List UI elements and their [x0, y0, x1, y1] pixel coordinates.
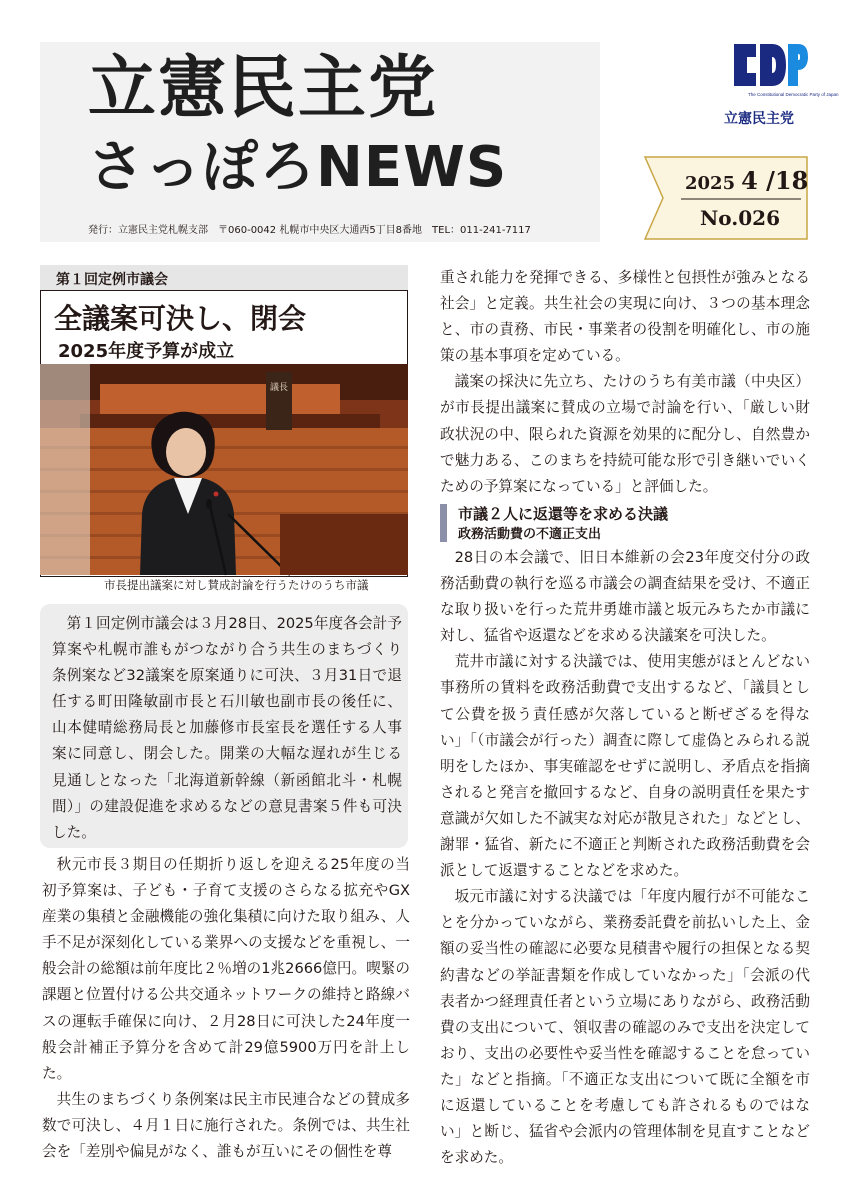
section-marker [440, 504, 447, 542]
publisher-info: 発行：立憲民主党札幌支部 〒060-0042 札幌市中央区大通西5丁目8番地 TEL：011-241-7117 [88, 225, 531, 236]
article-headline: 全議案可決し、閉会 [54, 302, 307, 335]
body-paragraph: 重され能力を発揮できる、多様性と包摂性が強みとなる社会」と定義。共生社会の実現に向け、３つの基本理念と、市の責務、市民・事業者の役割を明確化し、市の施策の基本事項を定めている。 [440, 269, 810, 365]
body-paragraph: 秋元市長３期目の任期折り返しを迎える25年度の当初予算案は、子ども・子育て支援のさらなる拡充やGX産業の集積と金融機能の強化集積に向けた取り組み、人手不足が深刻化している業界への支援などを重視し、一般会計の総額は前年度比２％増の1兆2666億円。喫緊の課題と位置付ける公共交通ネットワークの維持と路線バスの運転手確保に向け、２月28日に可決した24年度一般会計補正予算分を含めて計29億5900万円を計上した。 [42, 856, 410, 1082]
section-subtitle: 政務活動費の不適正支出 [458, 527, 602, 542]
right-column-body [440, 265, 810, 500]
section-body [440, 545, 810, 1171]
issue-year: 2025 [685, 173, 736, 194]
cdp-logo [728, 40, 839, 108]
issue-date [685, 166, 808, 195]
issue-number: No.026 [700, 206, 780, 230]
photo-caption: 市長提出議案に対し賛成討論を行うたけのうち市議 [104, 578, 369, 592]
body-paragraph: 共生のまちづくり条例案は民主市民連合などの賛成多数で可決し、４月１日に施行された。条例では、共生社会を「差別や偏見がなく、誰もが互いにその個性を尊 [42, 1090, 410, 1161]
section-title: 市議２人に返還等を求める決議 [458, 505, 669, 523]
logo-label: 立憲民主党 [724, 111, 794, 127]
left-column-body [42, 852, 410, 1165]
logo-c-shape [734, 44, 756, 86]
article-subhead: 2025年度予算が成立 [58, 341, 235, 362]
issue-month-day: 4 /18 [741, 166, 809, 195]
body-paragraph: 荒井市議に対する決議では、使用実態がほとんどない事務所の賃料を政務活動費で支出するなど、「議員として公費を扱う責任感が欠落していると断ぜざるを得ない」「（市議会が行った）調査に際して虚偽とみられる説明をしたほか、事実確認をせずに説明し、矛盾点を指摘されると発言を撤回するなど、自身の説明責任を果たす意識が欠如した不誠実な対応が散見された」などとし、謝罪・猛省、新たに不適正と判断された政務活動費を会派として返還することなどを求めた。 [440, 653, 810, 880]
chair-nameplate [266, 372, 292, 430]
article-kicker: 第１回定例市議会 [40, 265, 408, 291]
newsletter-title: 立憲民主党 [88, 49, 439, 128]
body-paragraph: 坂元市議に対する決議では「年度内履行が不可能なことを分かっていながら、業務委託費を前払いした上、金額の妥当性の確認に必要な見積書や履行の担保となる契約書などの挙証書類を作成していなかった」「会派の代表者かつ経理責任者という立場にありながら、政務活動費の支出について、領収書の確認のみで支出を決定しており、支出の必要性や妥当性を確認することを怠っていた」などと指摘。「不適正な支出について既に全額を市に返還していることを考慮しても許されるものではない」と断じ、猛省や会派内の管理体制を見直すことなどを求めた。 [440, 888, 810, 1167]
body-paragraph: 28日の本会議で、旧日本維新の会23年度交付分の政務活動費の執行を巡る市議会の調査結果を受け、不適正な取り扱いを行った荒井勇雄市議と坂元みちたか市議に対し、猛省や返還などを求める決議案を可決した。 [440, 549, 810, 645]
logo-p-shape [788, 44, 808, 86]
body-paragraph: 議案の採決に先立ち、たけのうち有美市議（中央区）が市長提出議案に賛成の立場で討論を行い、「厳しい財政状況の中、限られた資源を効果的に配分し、自然豊かで魅力ある、このまちを持続可能な形で引き継いでいくための予算案になっている」と評価した。 [440, 373, 810, 495]
logo-d-shape [760, 44, 786, 86]
assembly-photo [40, 364, 408, 575]
lead-paragraph [52, 611, 402, 846]
logo-fine-print: The Constitutional Democratic Party of Japan [748, 92, 839, 97]
svg-text:議長: 議長 [269, 383, 289, 393]
newsletter-subtitle: さっぽろNEWS [88, 135, 508, 200]
lead-text: 第１回定例市議会は３月28日、2025年度各会計予算案や札幌市誰もがつながり合う共生のまちづくり条例案など32議案を原案通りに可決、３月31日で退任する町田隆敏副市長と石川敏也副市長の後任に、山本健晴総務局長と加藤修市長室長を選任する人事案に同意し、閉会した。開業の大幅な遅れが生じる見通しとなった「北海道新幹線（新函館北斗・札幌間）」の建設促進を求めるなどの意見書案５件も可決した。 [52, 615, 402, 841]
